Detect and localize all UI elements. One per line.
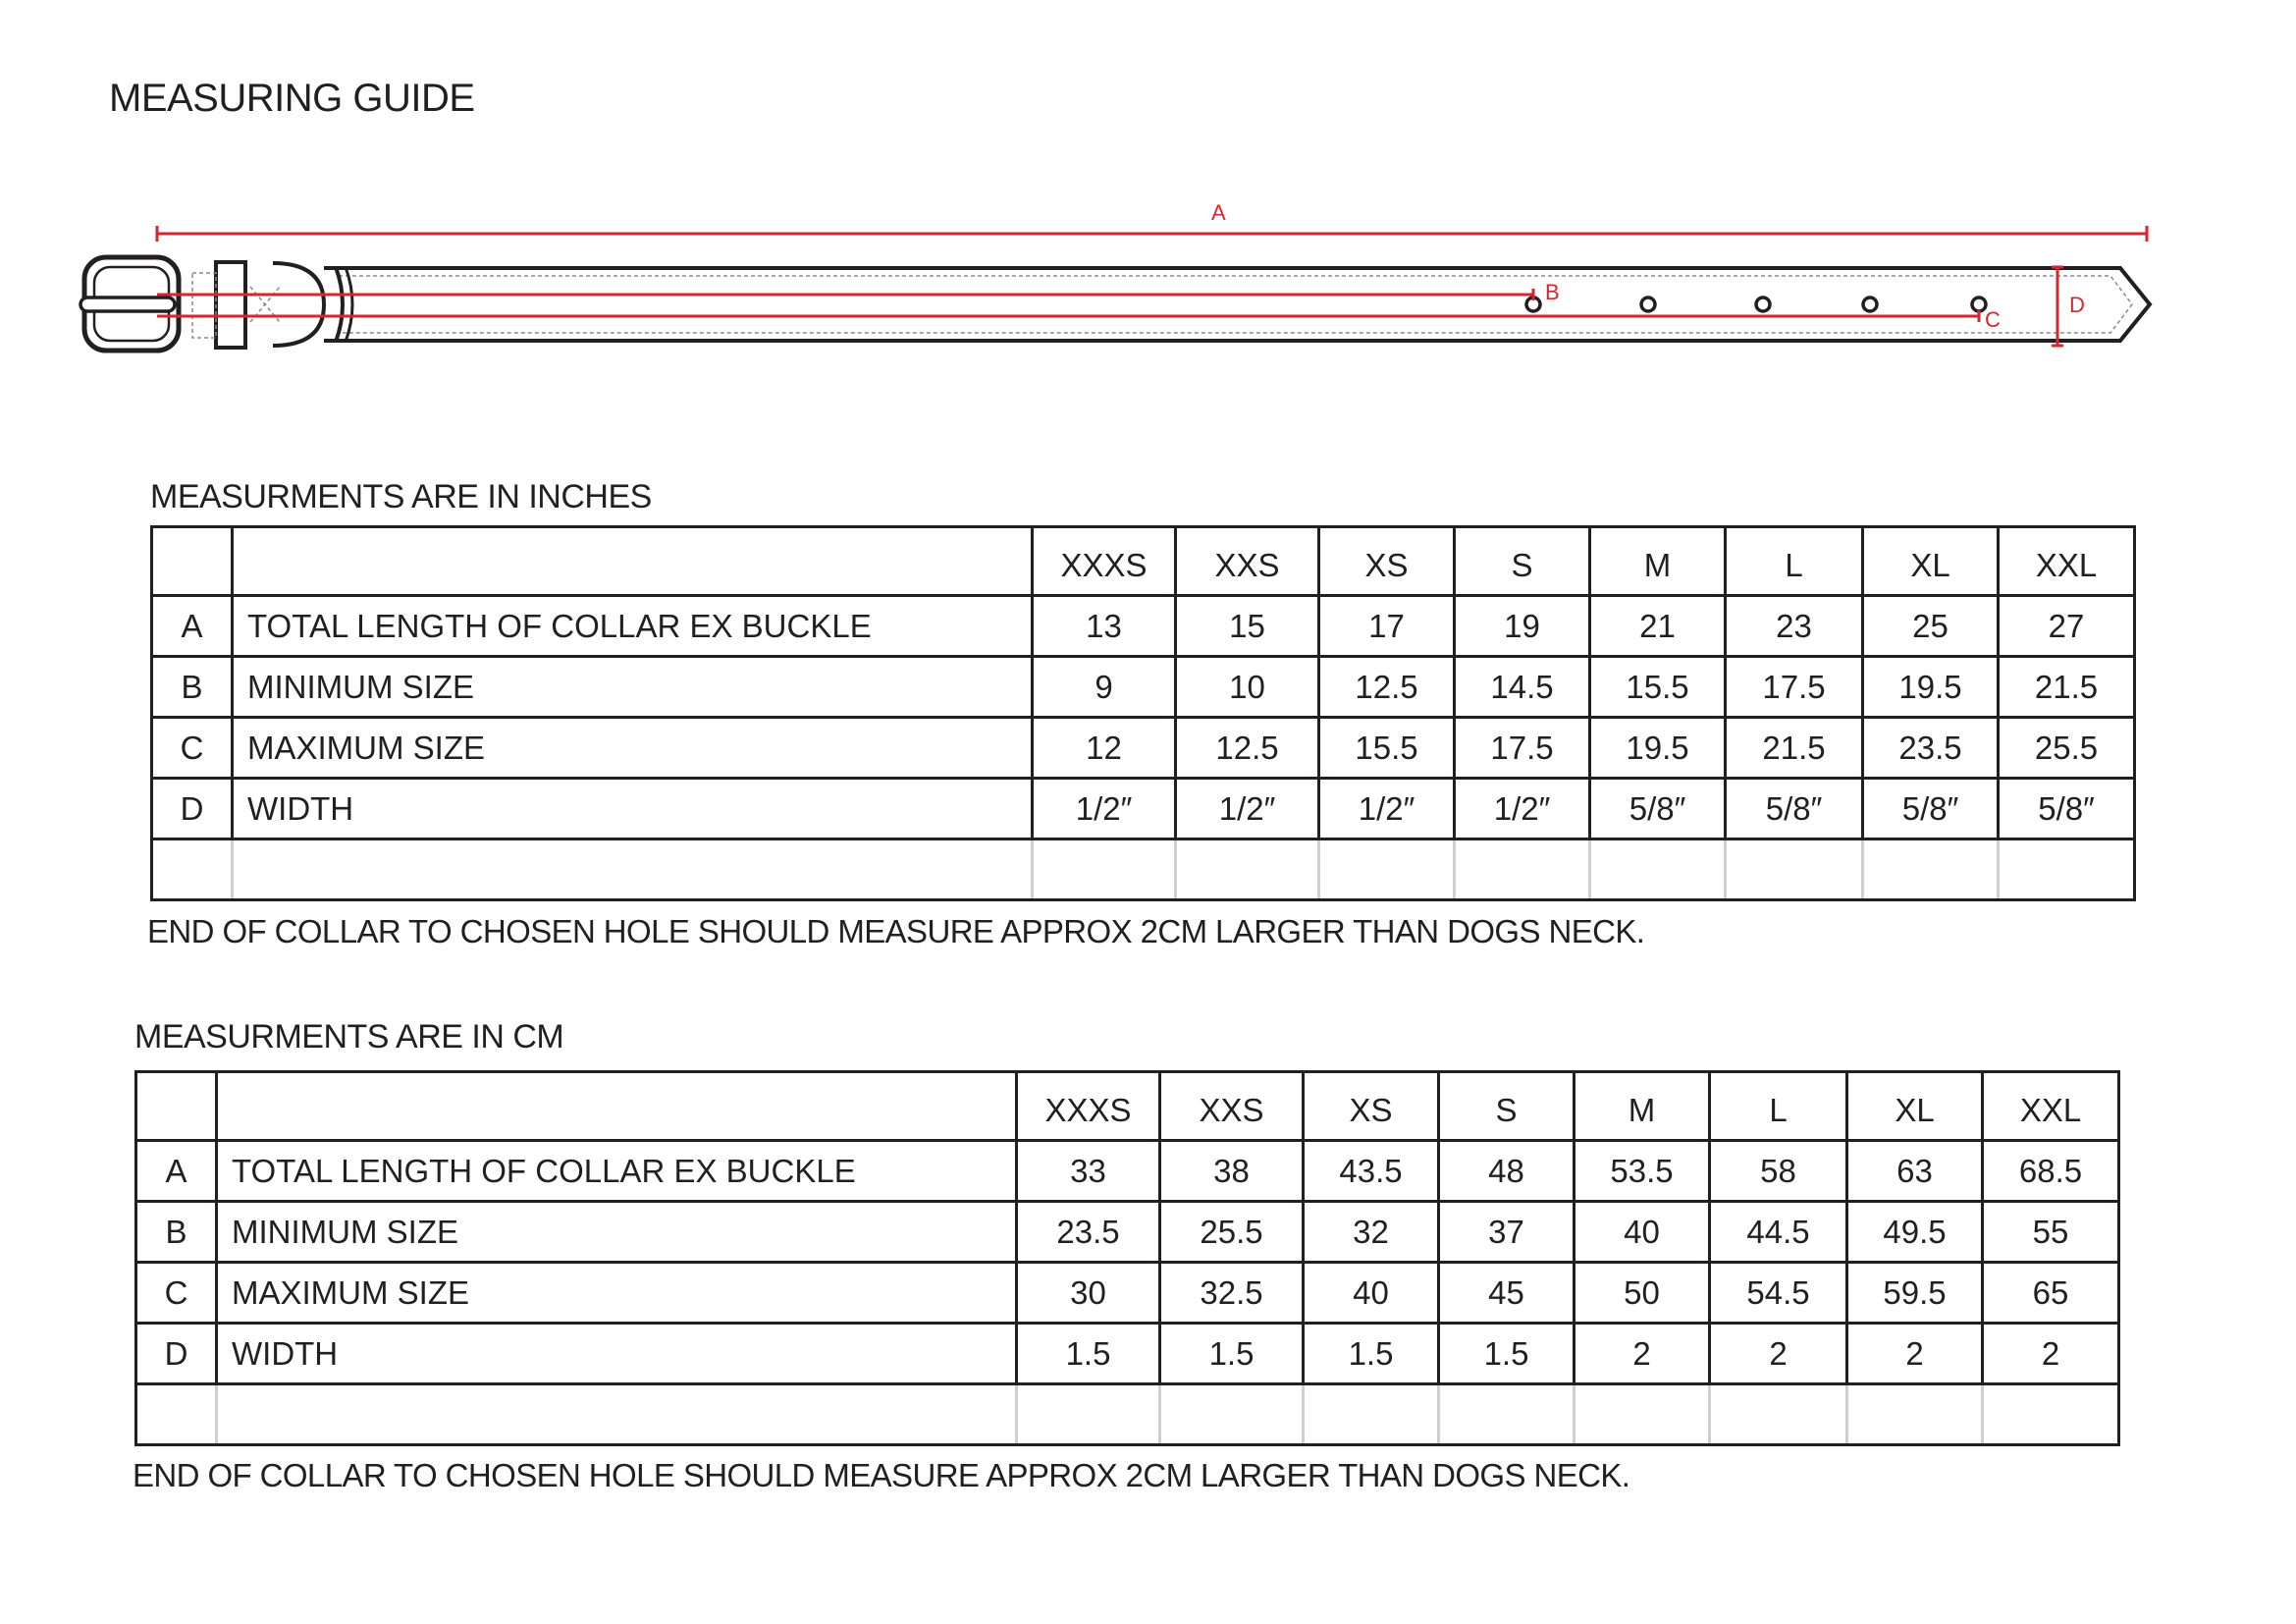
table-row <box>136 1202 2119 1263</box>
collar-diagram <box>0 0 2296 412</box>
value-cell: 32 <box>1304 1202 1439 1263</box>
value-cell: 1.5 <box>1304 1324 1439 1384</box>
value-cell: 23 <box>1726 596 1863 657</box>
row-label: TOTAL LENGTH OF COLLAR EX BUCKLE <box>233 596 1033 657</box>
size-header-xxs: XXS <box>1160 1072 1304 1141</box>
inches-heading: MEASURMENTS ARE IN INCHES <box>150 478 652 515</box>
value-cell: 63 <box>1847 1141 1983 1202</box>
size-header-xxl: XXL <box>1999 527 2135 596</box>
value-cell: 13 <box>1033 596 1176 657</box>
blank-cell <box>1319 839 1455 900</box>
value-cell: 1.5 <box>1160 1324 1304 1384</box>
blank-cell <box>1304 1384 1439 1445</box>
value-cell: 12 <box>1033 718 1176 779</box>
value-cell: 48 <box>1439 1141 1575 1202</box>
size-header-m: M <box>1590 527 1726 596</box>
value-cell: 10 <box>1176 657 1319 718</box>
value-cell: 38 <box>1160 1141 1304 1202</box>
collar-hole <box>1641 298 1655 311</box>
value-cell: 55 <box>1983 1202 2119 1263</box>
blank-cell <box>1033 839 1176 900</box>
value-cell: 45 <box>1439 1263 1575 1324</box>
value-cell: 5/8″ <box>1590 779 1726 839</box>
value-cell: 17 <box>1319 596 1455 657</box>
collar-keeper <box>216 262 245 348</box>
header-label-cell <box>233 527 1033 596</box>
table-row <box>152 596 2135 657</box>
blank-cell <box>1575 1384 1710 1445</box>
value-cell: 15.5 <box>1319 718 1455 779</box>
inches-note: END OF COLLAR TO CHOSEN HOLE SHOULD MEASURE APPROX 2CM LARGER THAN DOGS NECK. <box>147 913 1645 949</box>
measure-a-label: A <box>1211 200 1226 225</box>
value-cell: 12.5 <box>1176 718 1319 779</box>
blank-cell <box>152 839 233 900</box>
size-header-l: L <box>1726 527 1863 596</box>
value-cell: 50 <box>1575 1263 1710 1324</box>
value-cell: 17.5 <box>1726 657 1863 718</box>
value-cell: 49.5 <box>1847 1202 1983 1263</box>
table-row <box>152 779 2135 839</box>
value-cell: 19.5 <box>1590 718 1726 779</box>
value-cell: 33 <box>1017 1141 1160 1202</box>
value-cell: 1/2″ <box>1319 779 1455 839</box>
size-header-s: S <box>1439 1072 1575 1141</box>
measure-c-label: C <box>1985 307 2001 332</box>
value-cell: 21.5 <box>1726 718 1863 779</box>
blank-cell <box>1726 839 1863 900</box>
size-header-m: M <box>1575 1072 1710 1141</box>
blank-cell <box>233 839 1033 900</box>
inches-size-table <box>150 525 2136 901</box>
value-cell: 12.5 <box>1319 657 1455 718</box>
value-cell: 58 <box>1710 1141 1847 1202</box>
value-cell: 32.5 <box>1160 1263 1304 1324</box>
value-cell: 9 <box>1033 657 1176 718</box>
value-cell: 23.5 <box>1863 718 1999 779</box>
size-header-xs: XS <box>1304 1072 1439 1141</box>
size-header-xxxs: XXXS <box>1017 1072 1160 1141</box>
header-label-cell <box>217 1072 1017 1141</box>
blank-cell <box>1710 1384 1847 1445</box>
measure-d-label: D <box>2069 293 2085 317</box>
row-label: MAXIMUM SIZE <box>217 1263 1017 1324</box>
value-cell: 1/2″ <box>1033 779 1176 839</box>
blank-cell <box>1439 1384 1575 1445</box>
value-cell: 2 <box>1983 1324 2119 1384</box>
row-letter: B <box>152 657 233 718</box>
header-corner <box>136 1072 217 1141</box>
collar-hole <box>1756 298 1770 311</box>
row-label: MINIMUM SIZE <box>233 657 1033 718</box>
header-corner <box>152 527 233 596</box>
value-cell: 25 <box>1863 596 1999 657</box>
value-cell: 19.5 <box>1863 657 1999 718</box>
value-cell: 21.5 <box>1999 657 2135 718</box>
table-blank-row <box>152 839 2135 900</box>
blank-cell <box>217 1384 1017 1445</box>
value-cell: 23.5 <box>1017 1202 1160 1263</box>
value-cell: 25.5 <box>1999 718 2135 779</box>
row-label: TOTAL LENGTH OF COLLAR EX BUCKLE <box>217 1141 1017 1202</box>
blank-cell <box>1455 839 1590 900</box>
table-row <box>136 1263 2119 1324</box>
size-header-xl: XL <box>1847 1072 1983 1141</box>
row-letter: B <box>136 1202 217 1263</box>
value-cell: 30 <box>1017 1263 1160 1324</box>
collar-loop <box>273 263 324 346</box>
row-letter: D <box>136 1324 217 1384</box>
table-row <box>152 718 2135 779</box>
size-header-xxl: XXL <box>1983 1072 2119 1141</box>
value-cell: 5/8″ <box>1863 779 1999 839</box>
size-header-s: S <box>1455 527 1590 596</box>
row-letter: A <box>136 1141 217 1202</box>
value-cell: 1.5 <box>1439 1324 1575 1384</box>
blank-cell <box>1999 839 2135 900</box>
value-cell: 21 <box>1590 596 1726 657</box>
table-row <box>136 1324 2119 1384</box>
value-cell: 1/2″ <box>1455 779 1590 839</box>
value-cell: 2 <box>1710 1324 1847 1384</box>
row-label: MAXIMUM SIZE <box>233 718 1033 779</box>
value-cell: 27 <box>1999 596 2135 657</box>
value-cell: 53.5 <box>1575 1141 1710 1202</box>
blank-cell <box>1983 1384 2119 1445</box>
value-cell: 5/8″ <box>1999 779 2135 839</box>
blank-cell <box>1863 839 1999 900</box>
cm-note: END OF COLLAR TO CHOSEN HOLE SHOULD MEASURE APPROX 2CM LARGER THAN DOGS NECK. <box>133 1457 1630 1493</box>
table-row <box>152 657 2135 718</box>
size-header-xl: XL <box>1863 527 1999 596</box>
value-cell: 40 <box>1304 1263 1439 1324</box>
blank-cell <box>1847 1384 1983 1445</box>
table-row <box>136 1141 2119 1202</box>
value-cell: 59.5 <box>1847 1263 1983 1324</box>
row-letter: A <box>152 596 233 657</box>
collar-hole <box>1863 298 1877 311</box>
value-cell: 19 <box>1455 596 1590 657</box>
value-cell: 68.5 <box>1983 1141 2119 1202</box>
cm-heading: MEASURMENTS ARE IN CM <box>134 1018 564 1056</box>
size-header-xxxs: XXXS <box>1033 527 1176 596</box>
value-cell: 2 <box>1575 1324 1710 1384</box>
size-header-xxs: XXS <box>1176 527 1319 596</box>
value-cell: 37 <box>1439 1202 1575 1263</box>
table-header-row <box>152 527 2135 596</box>
row-label: MINIMUM SIZE <box>217 1202 1017 1263</box>
size-header-l: L <box>1710 1072 1847 1141</box>
blank-cell <box>136 1384 217 1445</box>
page-title: MEASURING GUIDE <box>109 77 475 120</box>
value-cell: 14.5 <box>1455 657 1590 718</box>
blank-cell <box>1590 839 1726 900</box>
collar-hole <box>1972 298 1986 311</box>
value-cell: 15 <box>1176 596 1319 657</box>
value-cell: 54.5 <box>1710 1263 1847 1324</box>
table-header-row <box>136 1072 2119 1141</box>
row-letter: C <box>136 1263 217 1324</box>
blank-cell <box>1160 1384 1304 1445</box>
row-letter: D <box>152 779 233 839</box>
value-cell: 25.5 <box>1160 1202 1304 1263</box>
value-cell: 44.5 <box>1710 1202 1847 1263</box>
measure-b-label: B <box>1545 280 1560 304</box>
cm-size-table <box>134 1070 2120 1446</box>
value-cell: 15.5 <box>1590 657 1726 718</box>
size-header-xs: XS <box>1319 527 1455 596</box>
value-cell: 40 <box>1575 1202 1710 1263</box>
value-cell: 43.5 <box>1304 1141 1439 1202</box>
value-cell: 1.5 <box>1017 1324 1160 1384</box>
row-label: WIDTH <box>217 1324 1017 1384</box>
row-letter: C <box>152 718 233 779</box>
value-cell: 2 <box>1847 1324 1983 1384</box>
value-cell: 17.5 <box>1455 718 1590 779</box>
blank-cell <box>1017 1384 1160 1445</box>
value-cell: 5/8″ <box>1726 779 1863 839</box>
blank-cell <box>1176 839 1319 900</box>
value-cell: 1/2″ <box>1176 779 1319 839</box>
value-cell: 65 <box>1983 1263 2119 1324</box>
row-label: WIDTH <box>233 779 1033 839</box>
table-blank-row <box>136 1384 2119 1445</box>
